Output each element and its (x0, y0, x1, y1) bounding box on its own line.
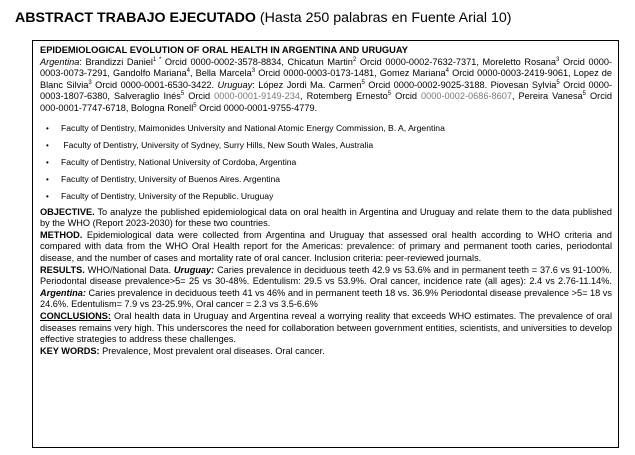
affiliation-text: Faculty of Dentistry, National University of Cordoba, Argentina (61, 156, 297, 167)
authors-text: Orcid 0000-0002-7632-7371, Moreletto Rosana (356, 56, 557, 67)
affiliation-list (40, 120, 612, 205)
authors-text: : Brandizzi Daniel (79, 56, 153, 67)
affil-sup: 3 (88, 79, 92, 86)
affil-sup: 5 (361, 79, 365, 86)
authors-text: Orcid (391, 91, 422, 102)
orcid-grey: 0000-0002-0686-8607 (421, 91, 512, 102)
abstract-box (32, 40, 619, 448)
authors-text: Orcid 000-0001-7747-6718, Bologna Ronell (40, 91, 612, 113)
affil-sup: 5 (387, 91, 392, 98)
affil-sup: 5 (582, 91, 586, 98)
results-uruguay-text: Caries prevalence in deciduous teeth 42.9 vs 53.6% and in permanent teeth = 37.6 vs 91-100%. Periodontal disease prevalence>5= 25 vs 30-48%. Edentulism: 29.5 vs 53.9%. Oral cancer, incidence rate (all ages): 2.4 vs 2.76-11.14%. (40, 264, 612, 287)
authors-text: , Rotemberg Ernesto (300, 91, 388, 102)
bullet-icon: • (46, 191, 49, 201)
authors-text: Orcid 0000-0003-2419-9061, Lopez de Blanc Silvia (40, 68, 613, 90)
authors-text: Orcid 0000-0001-6530-3422. (91, 79, 218, 90)
affil-sup: 5 (180, 91, 185, 98)
results-argentina-text: Caries prevalence in deciduous teeth 41 vs 46% and in permanent teeth 18 vs. 36.9% Periodontal disease prevalence >5= 18 vs 24.6%. Edentulism= 7.9 vs 23-25.9%, Oral cancer = 2.3 vs 3.5-6.6% (40, 287, 612, 310)
affiliation-text: Faculty of Dentistry, University of Buenos Aires. Argentina (61, 173, 281, 184)
conclusions-section (40, 311, 612, 346)
authors-paragraph (40, 57, 612, 115)
bullet-icon: • (46, 157, 49, 167)
affiliation-item (40, 137, 612, 154)
affil-sup: 3 (556, 56, 560, 63)
authors-text: Orcid (184, 91, 215, 102)
abstract-title: EPIDEMIOLOGICAL EVOLUTION OF ORAL HEALTH IN ARGENTINA AND URUGUAY (40, 45, 408, 55)
authors-text: Orcid 0000-0002-3578-8834, Chicatun Martin (161, 56, 353, 67)
method-section (40, 230, 612, 265)
affil-sup: 4 (186, 68, 190, 75)
authors-text: : López Jordi Ma. Carmen (252, 79, 362, 90)
affiliation-text: Faculty of Dentistry, Maimonides University and National Atomic Energy Commission, B. A, Argentina (61, 122, 445, 133)
objective-section (40, 207, 612, 230)
authors-text: Orcid 0000-0003-0173-1481, Gomez Mariana (255, 68, 446, 79)
conclusions-text: Oral health data in Uruguay and Argentina reveal a worrying reality that exceeds WHO estimates. The prevalence of oral diseases remains very high. This underscores the need for collaboration between government entities, scientists, and universities to develop effective strategies to address these challenges. (40, 310, 612, 345)
page-heading-bold: ABSTRACT TRABAJO EJECUTADO (15, 10, 256, 26)
country-argentina: Argentina (40, 56, 80, 67)
affiliation-item (40, 154, 612, 171)
affil-sup: 2 (352, 56, 357, 63)
page-heading (15, 9, 625, 27)
authors-text: Orcid 0000-0003-0073-7291, Gandolfo Mariana (40, 56, 612, 79)
results-label: RESULTS. (40, 264, 85, 275)
affiliation-item (40, 171, 612, 188)
results-section (40, 265, 612, 311)
conclusions-label: CONCLUSIONS: (40, 310, 111, 321)
bullet-icon: • (46, 140, 49, 150)
affiliation-text: Faculty of Dentistry, University of the Republic. Uruguay (61, 190, 274, 201)
affiliation-item (40, 120, 612, 137)
results-uruguay-label: Uruguay: (173, 264, 215, 275)
results-intro: WHO/National Data. (84, 264, 174, 275)
affiliation-text: Faculty of Dentistry, University of Sydney, Surry Hills, New South Wales, Australia (61, 139, 374, 150)
objective-label: OBJECTIVE. (40, 206, 95, 217)
affil-sup: 5 (556, 79, 560, 86)
orcid-grey: 0000-0001-9149-234 (214, 91, 300, 102)
bullet-icon: • (46, 174, 49, 184)
keywords-text: Prevalence, Most prevalent oral diseases. Oral cancer. (99, 345, 325, 356)
affil-sup: 1 * (152, 56, 162, 63)
method-label: METHOD. (40, 229, 83, 240)
keywords-section (40, 346, 612, 358)
affil-sup: 3 (251, 68, 256, 75)
authors-text: Orcid 0000-0003-1807-6380, Salveraglio Inés (40, 79, 613, 102)
country-uruguay: Uruguay (217, 79, 253, 90)
results-argentina-label: Argentina: (40, 287, 86, 298)
authors-text: , Pereira Vanesa (511, 91, 583, 102)
authors-text: Orcid 0000-0002-9025-3188. Piovesan Sylvia (364, 79, 557, 90)
affil-sup: 5 (193, 102, 197, 109)
page-heading-note: (Hasta 250 palabras en Fuente Arial 10) (259, 10, 512, 26)
keywords-label: KEY WORDS: (40, 345, 100, 356)
affiliation-item (40, 188, 612, 205)
objective-text: To analyze the published epidemiological data on oral health in Argentina and Uruguay and relate them to the data published by the WHO (Report 2023-2030) for these two countries. (40, 206, 612, 229)
method-text: Epidemiological data were collected from Argentina and Uruguay that assessed oral health according to WHO criteria and compared with data from the WHO Oral Health report for the Americas: prevalence: of primary and permanent tooth caries, periodontal disease, and the number of cases and mortality rate of oral cancer. Inclusion criteria: peer-reviewed journals. (40, 229, 612, 263)
authors-text: Orcid 0000-0001-9755-4779. (196, 102, 318, 113)
affil-sup: 4 (445, 68, 450, 75)
authors-text: , Bella Marcela (189, 68, 252, 79)
bullet-icon: • (46, 123, 49, 133)
